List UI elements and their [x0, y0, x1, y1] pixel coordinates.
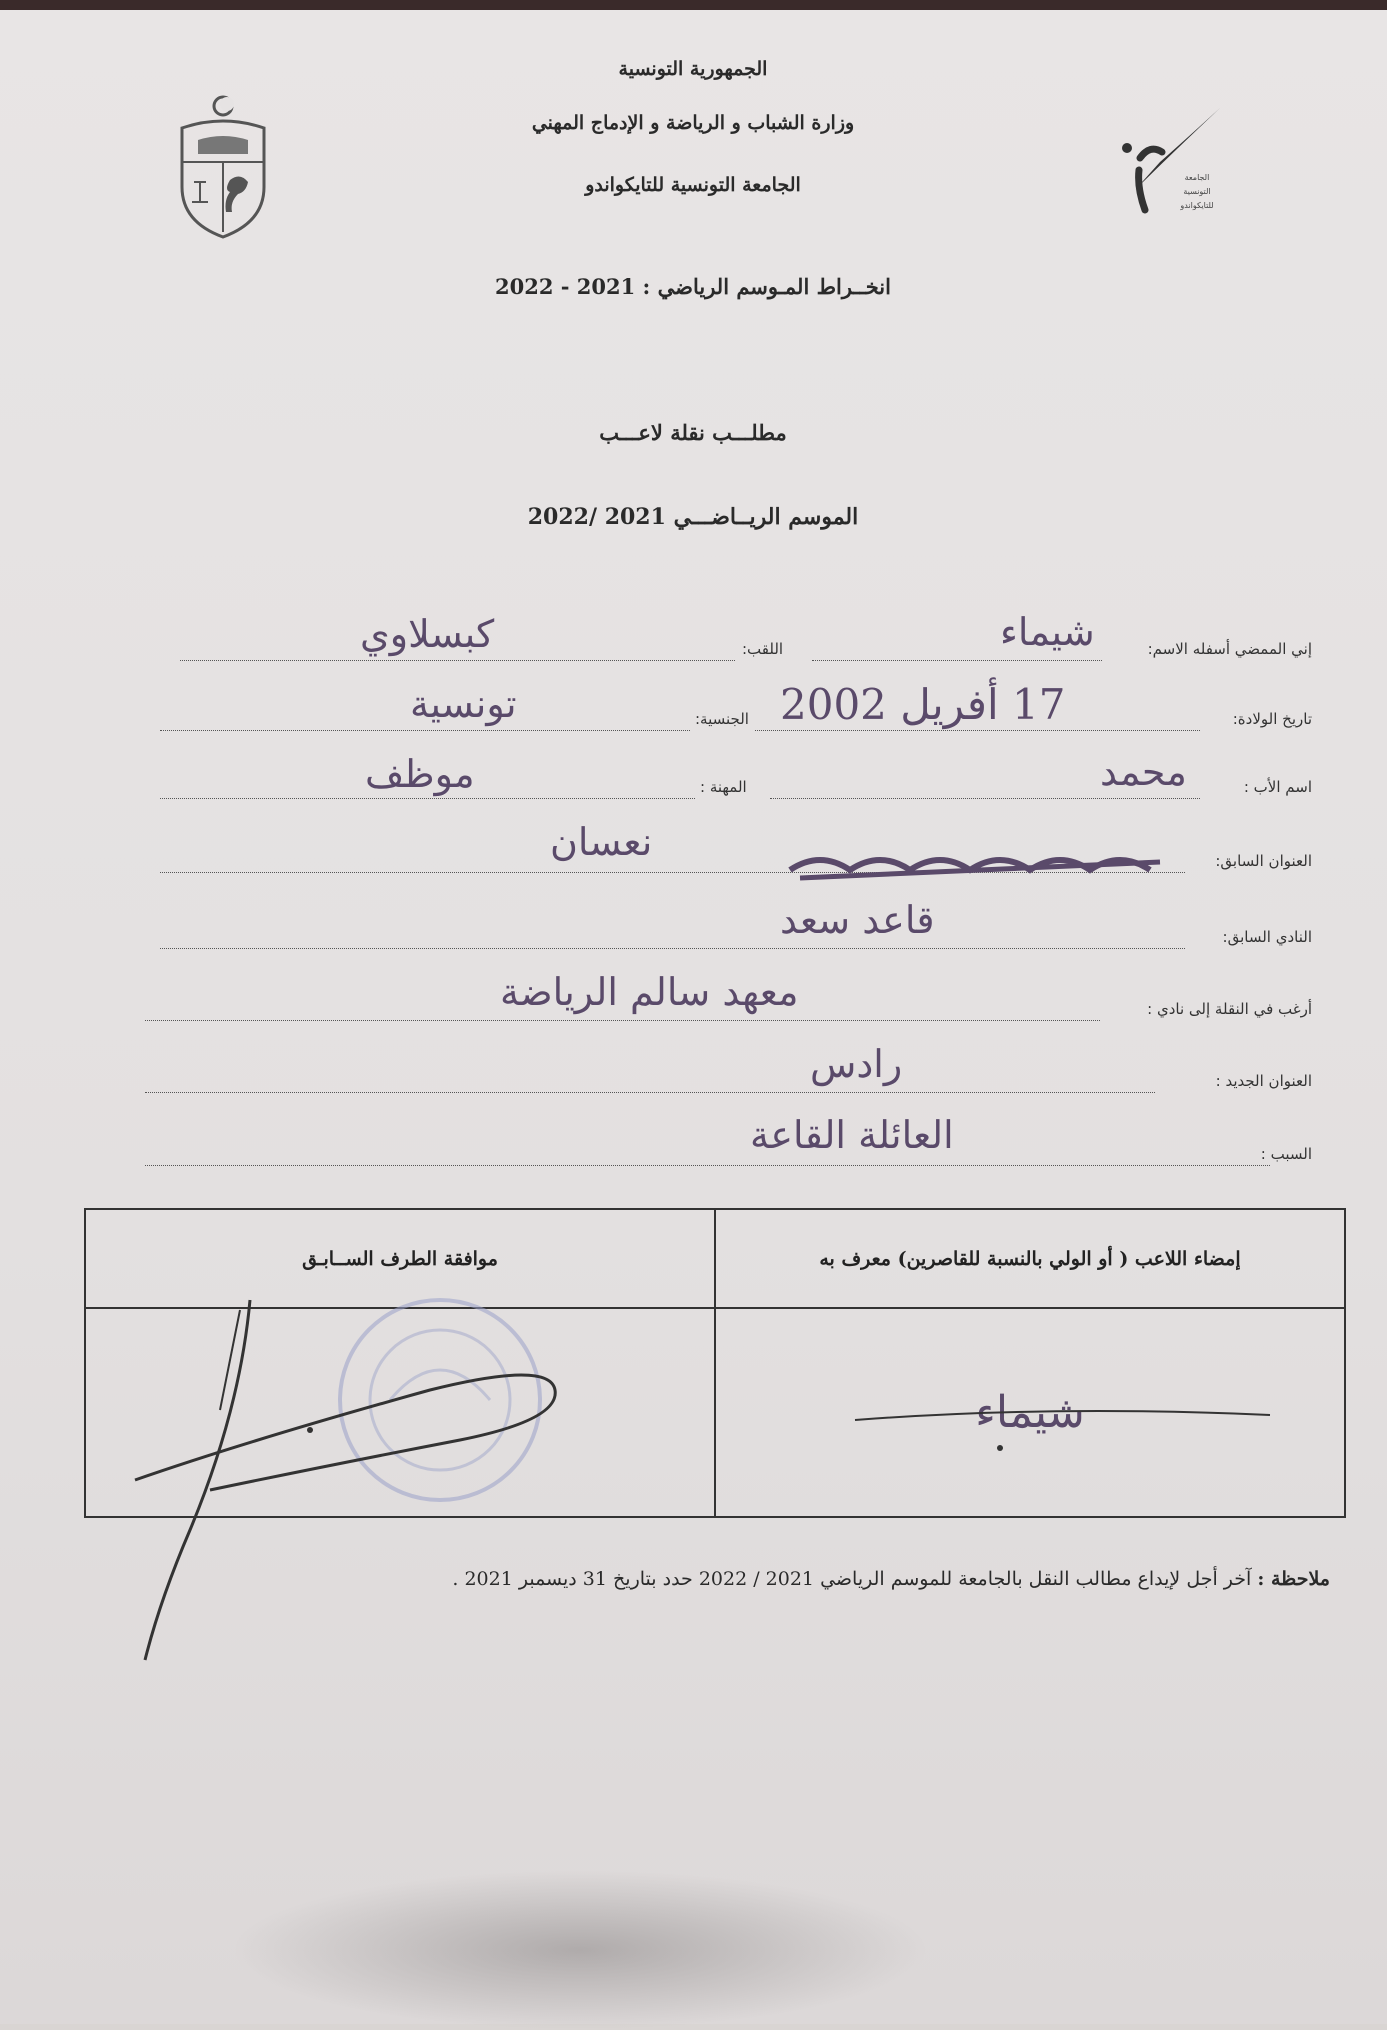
- field-name-line: [812, 660, 1102, 661]
- republic-heading: الجمهورية التونسية: [618, 58, 768, 80]
- field-profession-label: المهنة :: [700, 778, 747, 796]
- field-previous-club-label: النادي السابق:: [1222, 928, 1312, 946]
- ministry-heading: وزارة الشباب و الرياضة و الإدماج المهني: [531, 112, 855, 134]
- player-signature-value: شيماء: [975, 1387, 1085, 1438]
- field-reason-label: السبب :: [1260, 1145, 1312, 1163]
- photo-shadow: [230, 1870, 930, 2030]
- federation-heading: الجامعة التونسية للتايكواندو: [585, 174, 801, 196]
- scribble-strikeout-icon: [780, 848, 1180, 888]
- field-name-value: شيماء: [1000, 610, 1095, 654]
- field-surname-line: [180, 660, 735, 661]
- field-birthdate-label: تاريخ الولادة:: [1232, 710, 1312, 728]
- tunisia-coat-of-arms-icon: [168, 92, 278, 242]
- field-reason-line: [145, 1165, 1270, 1166]
- svg-text:للتايكواندو: للتايكواندو: [1180, 201, 1214, 210]
- signature-underline-icon: [850, 1400, 1280, 1460]
- previous-party-approval-header: موافقة الطرف الســابـق: [85, 1209, 715, 1308]
- field-reason-value: العائلة القاعة: [750, 1113, 954, 1157]
- svg-text:الجامعة: الجامعة: [1184, 173, 1210, 182]
- document-season: الموسم الريــاضـــي 2021 /2022: [527, 504, 859, 530]
- note-line: [190, 1568, 1330, 1590]
- field-name-label: إني الممضي أسفله الاسم:: [1147, 640, 1312, 658]
- player-signature-header: إمضاء اللاعب ( أو الولي بالنسبة للقاصرين) معرف به: [715, 1209, 1345, 1308]
- field-new-club-line: [145, 1020, 1100, 1021]
- field-birthdate-value: 17 أفريل 2002: [780, 680, 1066, 729]
- field-birthdate-line: [755, 730, 1200, 731]
- field-father-name-value: محمد: [1100, 750, 1187, 794]
- taekwondo-federation-logo-icon: [1105, 100, 1235, 230]
- field-new-address-line: [145, 1092, 1155, 1093]
- field-previous-club-line: [160, 948, 1185, 949]
- field-new-address-value: رادس: [810, 1042, 903, 1086]
- field-father-name-line: [770, 798, 1200, 799]
- field-previous-address-value: نعسان: [550, 820, 653, 864]
- field-surname-value: كبسلاوي: [360, 612, 495, 656]
- field-father-name-label: اسم الأب :: [1243, 778, 1312, 796]
- field-profession-value: موظف: [365, 752, 475, 796]
- field-profession-line: [160, 798, 695, 799]
- field-nationality-value: تونسية: [410, 682, 517, 726]
- field-new-address-label: العنوان الجديد :: [1215, 1072, 1312, 1090]
- field-nationality-line: [160, 730, 690, 731]
- note-label: ملاحظة :: [1257, 1568, 1330, 1590]
- season-registration-line: انخــراط المـوسم الرياضي : 2021 - 2022: [495, 274, 891, 299]
- field-new-club-value: معهد سالم الرياضة: [500, 970, 799, 1014]
- field-new-club-label: أرغب في النقلة إلى نادي :: [1147, 1000, 1312, 1018]
- field-surname-label: اللقب:: [742, 640, 784, 658]
- field-nationality-label: الجنسية:: [695, 710, 749, 728]
- handwritten-signature-icon: [130, 1290, 570, 1670]
- svg-text:التونسية: التونسية: [1183, 187, 1211, 196]
- note-text: آخر أجل لإيداع مطالب النقل بالجامعة للموسم الرياضي 2021 / 2022 حدد بتاريخ 31 ديسمبر 2021 .: [452, 1568, 1252, 1590]
- field-previous-address-label: العنوان السابق:: [1215, 852, 1312, 870]
- document-title: مطلـــب نقلة لاعـــب: [599, 420, 787, 445]
- field-previous-club-value: قاعد سعد: [780, 898, 935, 942]
